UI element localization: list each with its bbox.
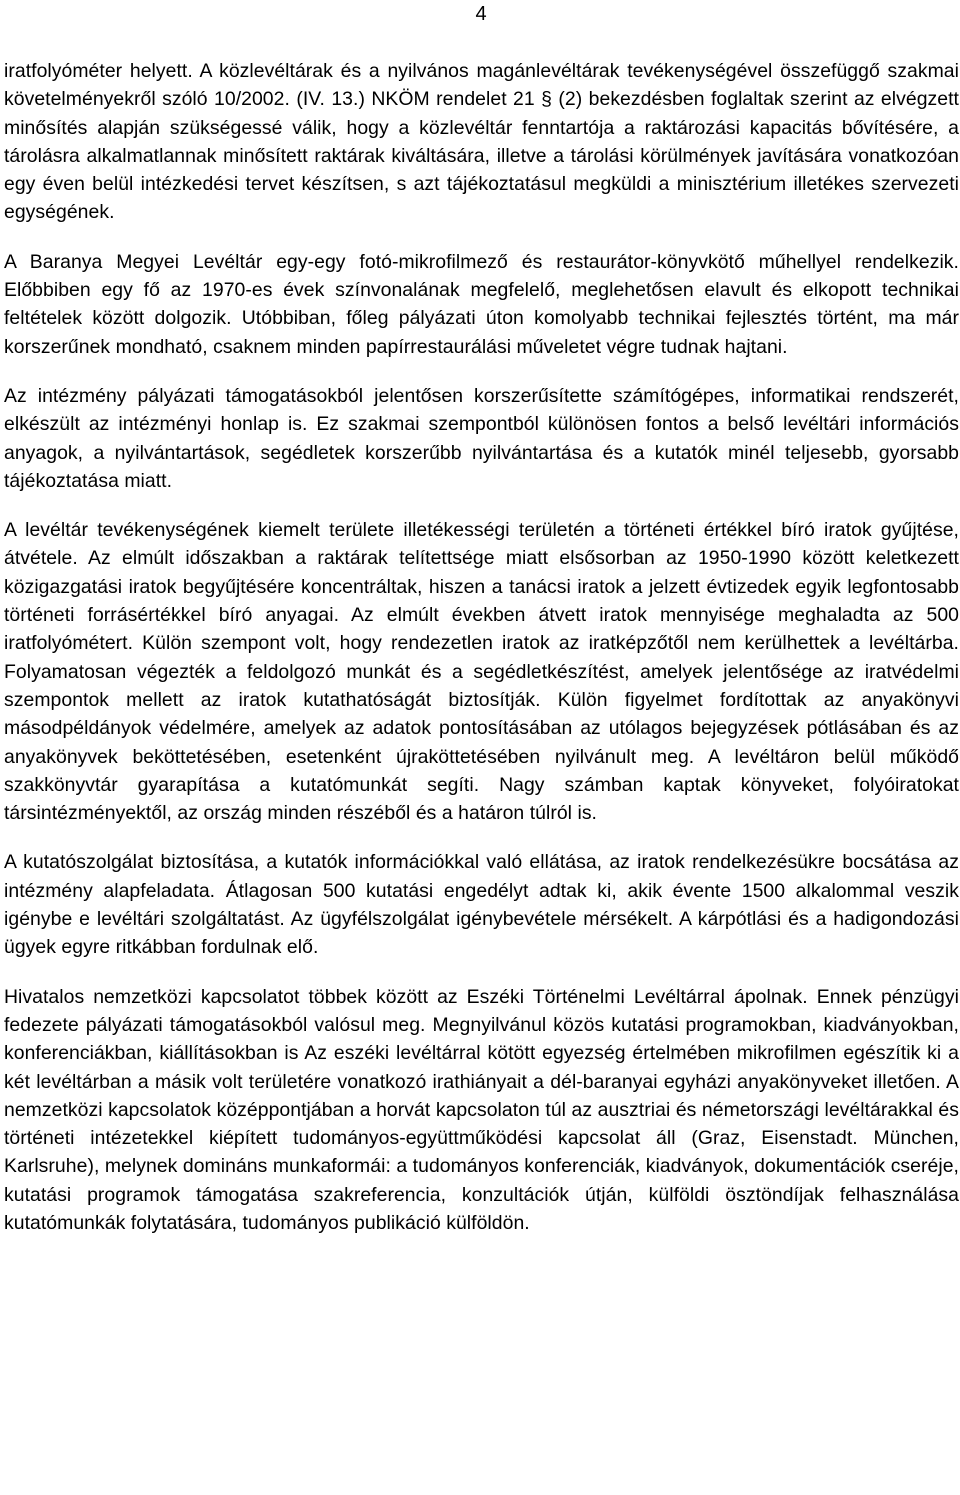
paragraph-workshops: A Baranya Megyei Levéltár egy-egy fotó-mikrofilmező és restaurátor-könyvkötő műhellyel rendelkezik. Előbbiben egy fő az 1970-es évek színvonalának megfelelő, meglehetősen elavult és elkopott technikai feltételek között dolgozik. Utóbbiban, főleg pályázati úton komolyabb technikai fejlesztés történt, ma már korszerűnek mondható, csaknem minden papírrestaurálási műveletet végre tudnak hajtani. xyxy=(4,250,959,358)
paragraph-research-service: A kutatószolgálat biztosítása, a kutatók információkkal való ellátása, az iratok rendelkezésükre bocsátása az intézmény alapfeladata. Átlagosan 500 kutatási engedélyt adtak ki, akik évente 1500 alkalommal veszik igénybe e levéltári szolgáltatást. Az ügyfélszolgálat igénybevétele mérsékelt. A kárpótlási és a hadigondozási ügyek egyre ritkábban fordulnak elő. xyxy=(4,851,959,959)
paragraph-international-relations: Hivatalos nemzetközi kapcsolatot többek között az Eszéki Történelmi Levéltárral ápolnak. Ennek pénzügyi fedezete pályázati támogatásokból valósul meg. Megnyilvánul közös kutatási programokban, kiadványokban, konferenciákban, kiállításokban is Az eszéki levéltárral kötött egyezség értelmében mikrofilmen egészítik ki a két levéltárban a másik volt területére vonatkozó irathiányait a dél-baranyai egyházi anyakönyveket illetően. A nemzetközi kapcsolatok középpontjában a horvát kapcsolaton túl az ausztriai és németországi levéltárakkal és történeti intézetekkel kiépített tudományos-együttműködési kapcsolat áll (Graz, Eisenstadt. München, Karlsruhe), melynek domináns munkaformái: a tudományos konferenciák, kiadványok, dokumentációk cseréje, kutatási programok támogatása szakreferencia, konzultációk útján, külföldi ösztöndíjak felhasználása kutatómunkák folytatására, tudományos publikáció külföldön. xyxy=(4,985,959,1234)
paragraph-it-modernization: Az intézmény pályázati támogatásokból jelentősen korszerűsítette számítógépes, informatikai rendszerét, elkészült az intézményi honlap is. Ez szakmai szempontból különösen fontos a belső levéltári információs anyagok, a nyilvántartások, segédletek korszerűbb nyilvántartása és a kutatók minél teljesebb, gyorsabb tájékoztatása miatt. xyxy=(4,384,959,492)
body-text xyxy=(4,57,959,1237)
paragraph-document-collection: A levéltár tevékenységének kiemelt területe illetékességi területén a történeti értékkel bíró iratok gyűjtése, átvétele. Az elmúlt időszakban a raktárak telítettsége miatt elsősorban az 1950-1990 között keletkezett közigazgatási iratok begyűjtésére koncentráltak, hiszen a tanácsi iratok a jelzett évtizedek egyik legfontosabb történeti forrásértékkel bíró anyagai. Az elmúlt években átvett iratok mennyisége meghaladta az 500 iratfolyómétert. Külön szempont volt, hogy rendezetlen iratok az iratképzőtől nem kerülhettek a levéltárba. Folyamatosan végezték a feldolgozó munkát és a segédletkészítést, amelyek jelentősége az iratvédelmi szempontok mellett az iratok kutathatóságát biztosítják. Külön figyelmet fordítottak az anyakönyvi másodpéldányok védelmére, amelyek az adatok pontosításában az utólagos bejegyzések pótlásában és az anyakönyvek beköttetésében, esetenként újraköttetésében nyilvánult meg. A levéltáron belül működő szakkönyvtár gyarapítása a kutatómunkát segíti. Nagy számban kaptak könyveket, folyóiratokat társintézményektől, az ország minden részéből és a határon túlról is. xyxy=(4,519,959,825)
page-number: 4 xyxy=(475,3,487,25)
paragraph-storage-regulation: iratfolyóméter helyett. A közlevéltárak és a nyilvános magánlevéltárak tevékenységével összefüggő szakmai követelményekről szóló 10/2002. (IV. 13.) NKÖM rendelet 21 § (2) bekezdésben foglaltak szerint az elvégzett minősítés alapján szükségessé válik, hogy a közlevéltár fenntartója a raktározási kapacitás bővítésére, a tárolásra alkalmatlannak minősített raktárak kiváltására, illetve a tárolási körülmények javítására vonatkozóan egy éven belül intézkedési tervet készítsen, s azt tájékoztatásul megküldi a minisztérium illetékes szervezeti egységének. xyxy=(4,60,959,224)
